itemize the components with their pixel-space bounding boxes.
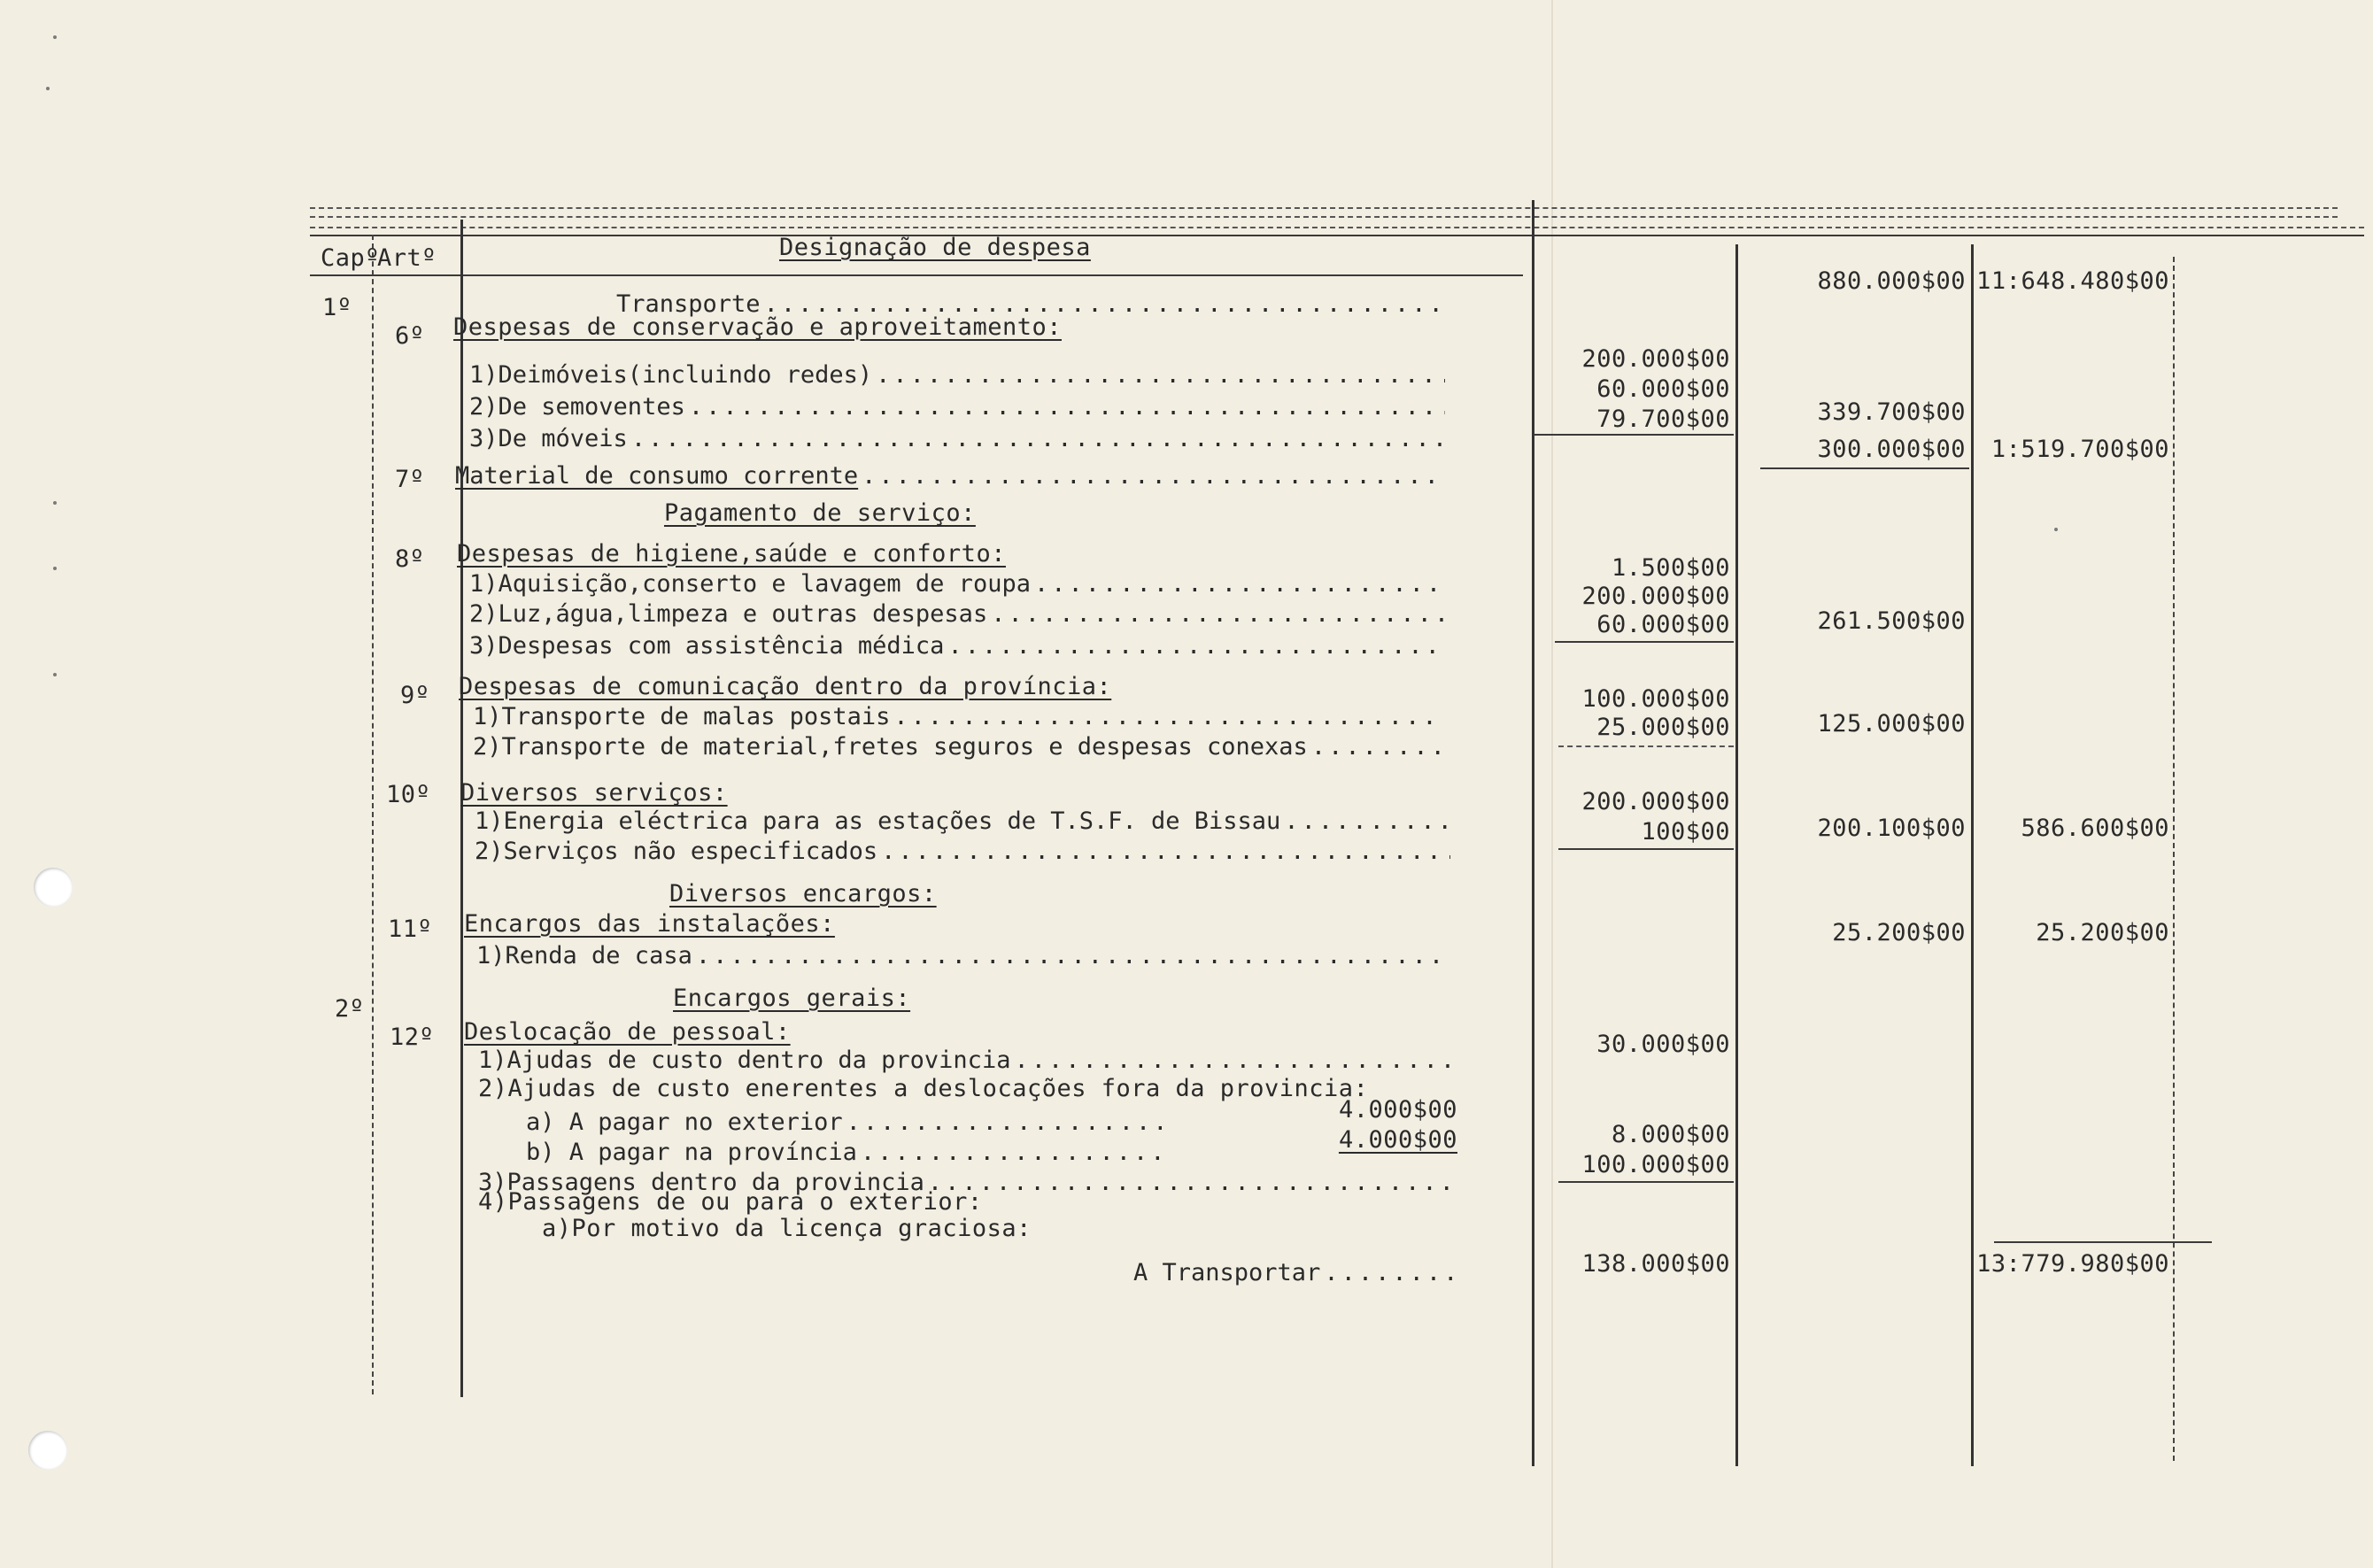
col1-amount: 25.000$00 — [1596, 714, 1730, 741]
section-heading: Encargos gerais: — [673, 985, 911, 1012]
row-label: 1)Energia eléctrica para as estações de T.S.F. de Bissau — [475, 807, 1281, 835]
row-heading: Despesas de conservação e aproveitamento: — [453, 313, 1062, 341]
paper-speck — [53, 567, 57, 570]
header-designacao: Designação de despesa — [779, 234, 1091, 261]
row-heading: Deslocação de pessoal: — [464, 1018, 791, 1046]
row-label: Transporte — [616, 290, 761, 318]
punch-hole — [28, 1431, 67, 1470]
row-label: 1)Renda de casa — [476, 942, 692, 969]
subtotal-rule — [1558, 1181, 1734, 1183]
row-item: 2)Ajudas de custo enerentes a deslocações fora da provincia: — [478, 1075, 1369, 1102]
row-item — [475, 809, 1450, 833]
row-label: 2)Luz,água,limpeza e outras despesas — [469, 600, 988, 628]
leader-dots — [631, 427, 1445, 451]
row-item — [526, 1110, 1163, 1134]
col2-amount: 25.200$00 — [1832, 919, 1966, 946]
subtotal-rule — [1558, 745, 1734, 747]
row-transporte — [616, 292, 1445, 316]
top-rule — [310, 216, 2338, 218]
art-label: 10º — [386, 781, 431, 808]
row-item: a)Por motivo da licença graciosa: — [542, 1215, 1032, 1242]
col1-amount: 60.000$00 — [1596, 375, 1730, 403]
subtotal-rule — [1555, 641, 1734, 643]
art-label: 6º — [395, 322, 425, 350]
row-item — [455, 464, 1445, 488]
label-left-divider — [460, 220, 463, 1397]
leader-dots — [1284, 809, 1450, 833]
row-label: 2)Transporte de material,fretes seguros e despesas conexas — [473, 733, 1308, 761]
row-label: b) A pagar na província — [526, 1139, 857, 1166]
leader-dots — [1014, 1048, 1456, 1072]
col1-amount: 100$00 — [1641, 818, 1730, 846]
paper-speck — [53, 673, 57, 676]
top-rule — [310, 207, 2338, 209]
col1-amount: 200.000$00 — [1581, 583, 1730, 610]
col3-amount: 25.200$00 — [2036, 919, 2169, 946]
row-item — [526, 1140, 1163, 1164]
col1-left-divider — [1532, 200, 1534, 1466]
row-label: a) A pagar no exterior — [526, 1108, 843, 1136]
total-rule — [1994, 1241, 2212, 1243]
col1-amount: 200.000$00 — [1581, 345, 1730, 373]
header-art: Artº — [377, 244, 437, 272]
col1-amount: 30.000$00 — [1596, 1031, 1730, 1058]
row-label: 1)Deimóveis(incluindo redes) — [469, 361, 873, 389]
leader-dots — [846, 1110, 1163, 1134]
row-item: 4)Passagens de ou para o exterior: — [478, 1188, 983, 1216]
section-heading: Diversos encargos: — [669, 880, 937, 908]
header-bottom-rule — [310, 274, 1523, 276]
leader-dots — [947, 634, 1445, 658]
row-label: 3)Despesas com assistência médica — [469, 632, 945, 660]
art-label: 12º — [390, 1023, 435, 1051]
art-label: 7º — [395, 466, 425, 493]
cap-label: 2º — [335, 995, 365, 1023]
row-heading: Despesas de higiene,saúde e conforto: — [457, 540, 1006, 568]
col3-amount: 586.600$00 — [2021, 815, 2169, 842]
subtotal-rule — [1760, 467, 1969, 469]
leader-dots — [1311, 735, 1445, 759]
row-item — [469, 634, 1445, 658]
leader-dots — [928, 1170, 1456, 1194]
row-label: 3)Passagens dentro da provincia — [478, 1169, 924, 1196]
row-label: A Transportar — [1133, 1259, 1321, 1286]
leader-dots — [764, 292, 1445, 316]
col3-amount: 1:519.700$00 — [1990, 436, 2169, 463]
row-label: 2)Serviços não especificados — [475, 838, 878, 865]
row-item — [475, 839, 1450, 863]
cap-label: 1º — [322, 294, 352, 321]
row-heading: Despesas de comunicação dentro da província: — [459, 673, 1112, 700]
col2-amount: 261.500$00 — [1817, 607, 1966, 635]
col2-amount: 200.100$00 — [1817, 815, 1966, 842]
col2-right-divider — [1971, 244, 1974, 1466]
leader-dots — [862, 464, 1445, 488]
col2-amount: 339.700$00 — [1817, 398, 1966, 426]
row-item — [478, 1048, 1456, 1072]
punch-hole — [34, 868, 73, 907]
row-item — [469, 602, 1445, 626]
paper-speck — [46, 87, 50, 90]
row-item — [469, 395, 1445, 419]
col1-amount: 1.500$00 — [1611, 554, 1730, 582]
row-item — [469, 572, 1445, 596]
row-label: 1)Transporte de malas postais — [473, 703, 891, 730]
art-label: 11º — [388, 915, 433, 943]
row-item — [476, 944, 1450, 968]
row-label: Material de consumo corrente — [455, 462, 859, 490]
row-label: 1)Aquisição,conserto e lavagem de roupa — [469, 570, 1031, 598]
paper-speck — [53, 35, 57, 39]
row-item — [473, 705, 1445, 729]
col3-amount: 11:648.480$00 — [1976, 267, 2169, 295]
top-rule — [310, 227, 2364, 228]
sub-amount: 4.000$00 — [1338, 1096, 1457, 1124]
paper-speck — [53, 501, 57, 505]
leader-dots — [893, 705, 1445, 729]
col1-amount: 79.700$00 — [1596, 406, 1730, 433]
row-label: 3)De móveis — [469, 425, 628, 452]
sub-amount: 4.000$00 — [1338, 1126, 1457, 1154]
col2-amount: 125.000$00 — [1817, 710, 1966, 738]
col1-amount: 8.000$00 — [1611, 1121, 1730, 1148]
leader-dots — [1034, 572, 1445, 596]
col2-amount: 880.000$00 — [1817, 267, 1966, 295]
art-label: 8º — [395, 545, 425, 573]
leader-dots — [991, 602, 1445, 626]
col1-amount: 138.000$00 — [1581, 1250, 1730, 1278]
row-item — [469, 363, 1445, 387]
col3-right-divider — [2173, 257, 2175, 1461]
leader-dots — [696, 944, 1450, 968]
leader-dots — [689, 395, 1445, 419]
art-label: 9º — [400, 682, 430, 709]
paper-speck — [2054, 528, 2058, 531]
col1-amount: 60.000$00 — [1596, 611, 1730, 638]
row-a-transportar — [1133, 1261, 1461, 1285]
row-heading: Encargos das instalações: — [464, 910, 835, 938]
leader-dots — [861, 1140, 1163, 1164]
row-item — [469, 427, 1445, 451]
col1-amount: 200.000$00 — [1581, 788, 1730, 815]
header-rule — [310, 235, 2364, 236]
col3-amount: 13:779.980$00 — [1976, 1250, 2169, 1278]
row-label: 1)Ajudas de custo dentro da provincia — [478, 1047, 1011, 1074]
leader-dots — [876, 363, 1445, 387]
subtotal-rule — [1558, 848, 1734, 850]
col1-amount: 100.000$00 — [1581, 1151, 1730, 1178]
header-cap: Capº — [321, 244, 381, 272]
col1-amount: 100.000$00 — [1581, 685, 1730, 713]
leader-dots — [1324, 1261, 1461, 1285]
col2-amount: 300.000$00 — [1817, 436, 1966, 463]
col1-right-divider — [1735, 244, 1738, 1466]
subtotal-rule — [1534, 434, 1734, 436]
row-item — [473, 735, 1445, 759]
row-label: 2)De semoventes — [469, 393, 685, 421]
section-heading: Pagamento de serviço: — [664, 499, 976, 527]
row-heading: Diversos serviços: — [460, 779, 728, 807]
cap-art-divider — [372, 235, 374, 1394]
leader-dots — [881, 839, 1450, 863]
